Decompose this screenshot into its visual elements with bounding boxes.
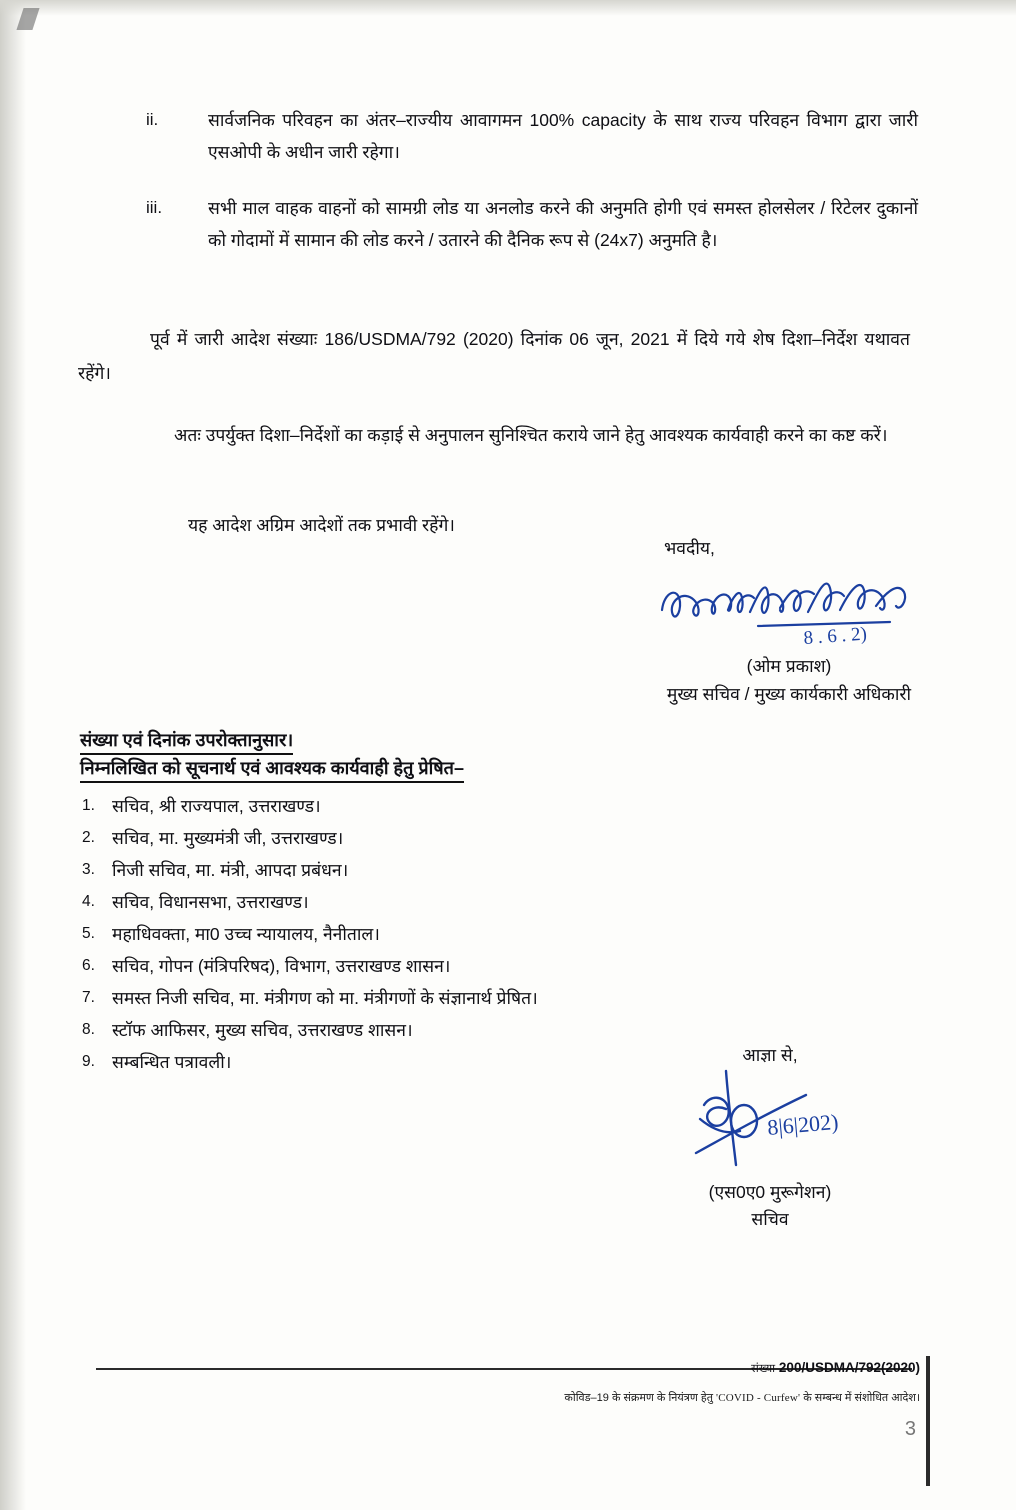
clause-iii-text: सभी माल वाहक वाहनों को सामग्री लोड या अनलोड करने की अनुमति होगी एवं समस्त होलसेलर / रिटेलर दुकानों को गोदामों में सामान की लोड करने / उतारने की दैनिक रूप से (24x7) अनुमति है। <box>208 198 918 251</box>
list-item-number: 1. <box>82 797 95 814</box>
signature-block-secondary <box>640 1042 900 1233</box>
footer-side-rule <box>926 1356 930 1486</box>
list-item-text: समस्त निजी सचिव, मा. मंत्रीगण को मा. मंत्रीगणों के संज्ञानार्थ प्रेषित। <box>112 988 538 1008</box>
list-item <box>82 792 782 820</box>
clause-iii <box>140 192 918 257</box>
distribution-heading-number: संख्या एवं दिनांक उपरोक्तानुसार। <box>80 728 293 755</box>
handwritten-date-secondary: 8|6|202) <box>766 1109 840 1141</box>
footer-order-number <box>751 1360 920 1376</box>
signature-closing: भवदीय, <box>664 538 715 558</box>
footer-number-value: 200/USDMA/792(2020) <box>778 1360 920 1375</box>
list-item-number: 9. <box>82 1053 95 1070</box>
footer-number-label: संख्या <box>751 1363 776 1375</box>
signatory-designation-primary: मुख्य सचिव / मुख्य कार्यकारी अधिकारी <box>666 684 912 704</box>
footer-subject-prefix: कोविड–19 के संक्रमण के नियंत्रण हेतु <box>564 1392 713 1404</box>
list-item-text: स्टॉफ आफिसर, मुख्य सचिव, उत्तराखण्ड शासन। <box>112 1020 413 1040</box>
list-item <box>82 888 782 916</box>
scan-edge-shadow-top <box>0 0 1016 16</box>
list-item-number: 6. <box>82 957 95 974</box>
handwritten-date-primary: 8 . 6 . 2) <box>802 623 868 649</box>
signature-closing-secondary: आज्ञा से, <box>742 1045 798 1065</box>
list-item <box>82 952 782 980</box>
list-item-text: महाधिवक्ता, मा0 उच्च न्यायालय, नैनीताल। <box>112 924 380 944</box>
list-item-number: 8. <box>82 1021 95 1038</box>
list-item <box>82 984 782 1012</box>
list-item-text: सचिव, मा. मुख्यमंत्री जी, उत्तराखण्ड। <box>112 828 344 848</box>
scan-edge-shadow <box>0 0 26 1510</box>
signatory-name-primary: (ओम प्रकाश) <box>746 656 832 676</box>
list-item-text: सचिव, श्री राज्यपाल, उत्तराखण्ड। <box>112 796 321 816</box>
scan-corner-artifact <box>16 8 39 30</box>
clause-ii-marker: ii. <box>146 110 159 129</box>
paragraph-compliance: अतः उपर्युक्त दिशा–निर्देशों का कड़ाई से अनुपालन सुनिश्चित कराये जाने हेतु आवश्यक कार्यवाही करने का कष्ट करें। <box>174 425 888 445</box>
list-item-number: 7. <box>82 989 95 1006</box>
list-item <box>82 920 782 948</box>
footer-subject-english: 'COVID - Curfew' <box>716 1392 801 1404</box>
signatory-designation-secondary: सचिव <box>751 1209 789 1230</box>
clause-ii-text: सार्वजनिक परिवहन का अंतर–राज्यीय आवागमन 100% capacity के साथ राज्य परिवहन विभाग द्वारा जारी एसओपी के अधीन जारी रहेगा। <box>208 110 918 163</box>
handwritten-signature-secondary <box>640 1069 900 1179</box>
page-number: 3 <box>904 1418 916 1440</box>
list-item <box>82 1016 782 1044</box>
list-item-text: सचिव, विधानसभा, उत्तराखण्ड। <box>112 892 309 912</box>
signatory-name-secondary: (एस0ए0 मुरूगेशन) <box>708 1182 832 1203</box>
clause-ii <box>140 104 918 169</box>
handwritten-signature-primary <box>654 564 924 650</box>
list-item <box>82 856 782 884</box>
footer-subject <box>564 1390 920 1405</box>
list-item-text: सम्बन्धित पत्रावली। <box>112 1052 232 1072</box>
clause-iii-marker: iii. <box>146 198 163 217</box>
distribution-heading-forwarded: निम्नलिखित को सूचनार्थ एवं आवश्यक कार्यवाही हेतु प्रेषित– <box>80 756 464 783</box>
footer-subject-suffix: के सम्बन्ध में संशोधित आदेश। <box>803 1392 920 1404</box>
paragraph-effect: यह आदेश अग्रिम आदेशों तक प्रभावी रहेंगे। <box>188 515 455 535</box>
list-item-number: 5. <box>82 925 95 942</box>
distribution-list <box>82 792 782 1080</box>
list-item-text: निजी सचिव, मा. मंत्री, आपदा प्रबंधन। <box>112 860 349 880</box>
signature-block-primary <box>654 534 924 708</box>
list-item-text: सचिव, गोपन (मंत्रिपरिषद), विभाग, उत्तराखण्ड शासन। <box>112 956 451 976</box>
list-item-number: 3. <box>82 861 95 878</box>
list-item <box>82 824 782 852</box>
paragraph-reference: पूर्व में जारी आदेश संख्याः 186/USDMA/792 (2020) दिनांक 06 जून, 2021 में दिये गये शेष दिशा–निर्देश यथावत रहेंगे। <box>78 329 910 384</box>
list-item-number: 4. <box>82 893 95 910</box>
list-item-number: 2. <box>82 829 95 846</box>
